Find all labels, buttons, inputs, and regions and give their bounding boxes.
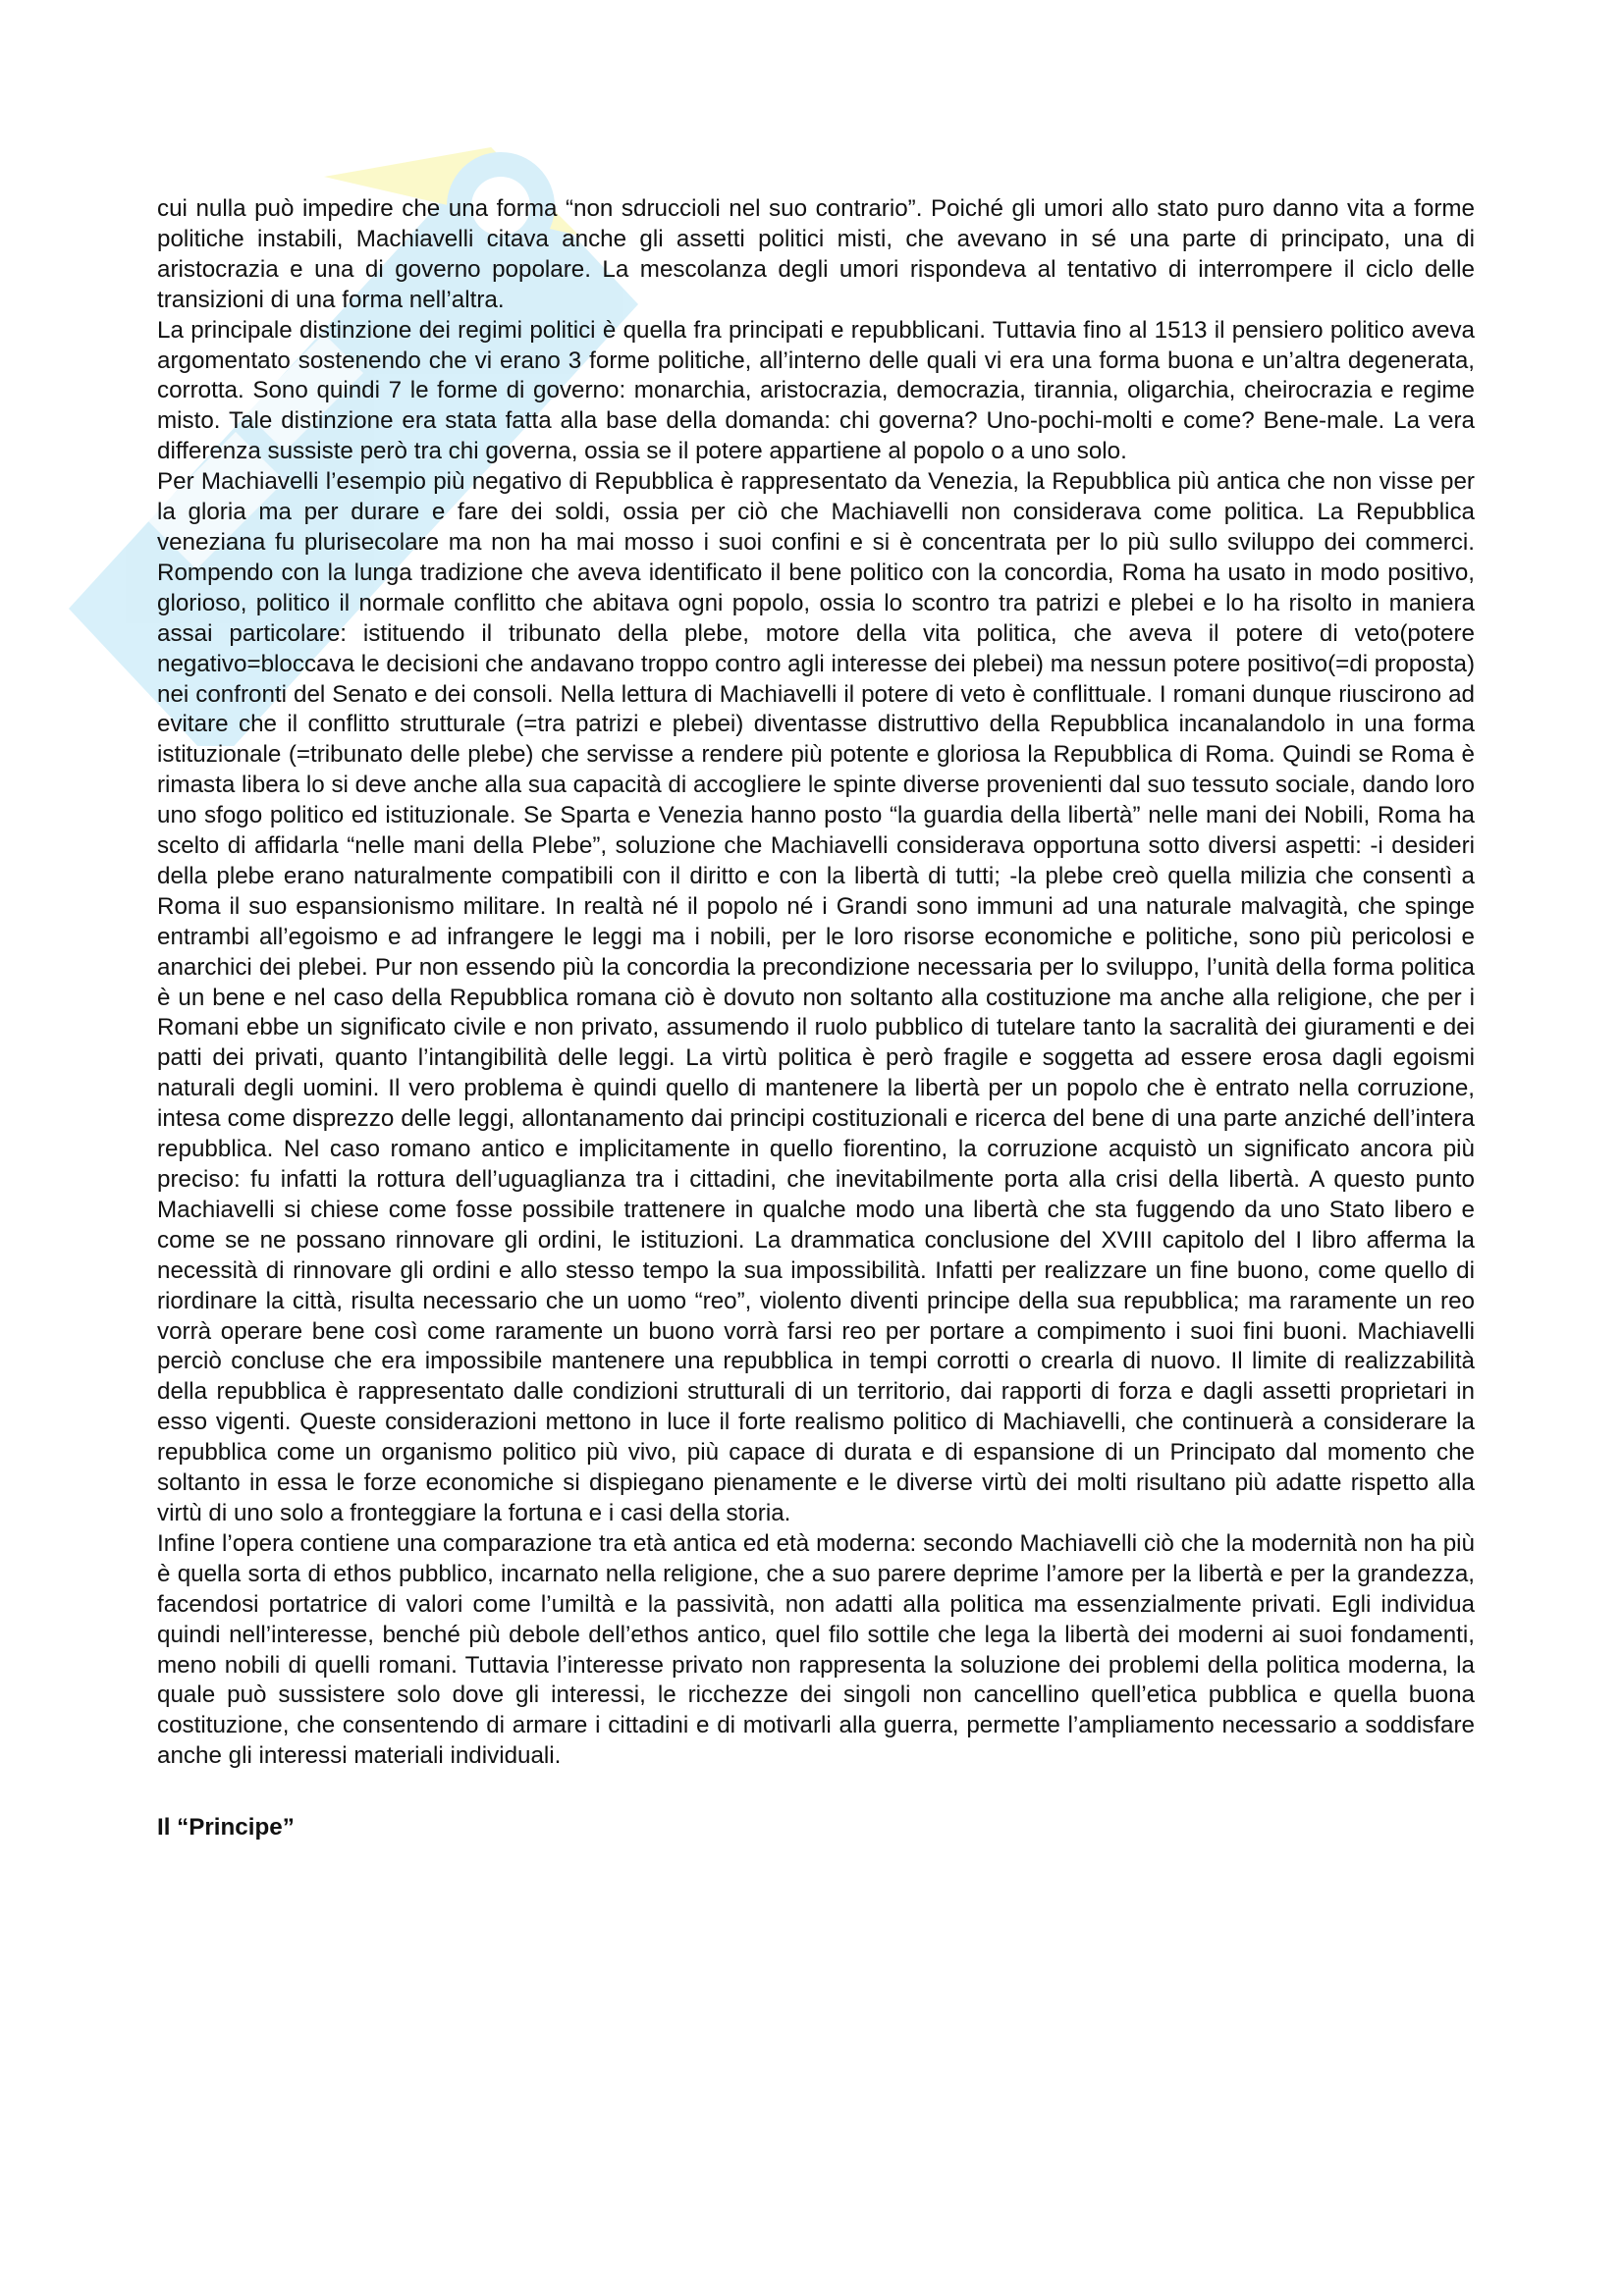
paragraph-3: Per Machiavelli l’esempio più negativo di Repubblica è rappresentato da Venezia, la Repubblica più antica che non visse per la gloria ma per durare e fare dei soldi, ossia per ciò che Machiavelli non considerava come politica. La Repubblica veneziana fu plurisecolare ma non ha mai mosso i suoi confini e si è concentrata per lo più sullo sviluppo dei commerci. Rompendo con la lunga tradizione che aveva identificato il bene politico con la concordia, Roma ha usato in modo positivo, glorioso, politico il normale conflitto che abitava ogni popolo, ossia lo scontro tra patrizi e plebei e lo ha risolto in maniera assai particolare: istituendo il tribunato della plebe, motore della vita politica, che aveva il potere di veto(potere negativo=bloccava le decisioni che andavano troppo contro agli interesse dei plebei) ma nessun potere positivo(=di proposta) nei confronti del Senato e dei consoli. Nella lettura di Machiavelli il potere di veto è conflittuale. I romani dunque riuscirono ad evitare che il conflitto strutturale (=tra patrizi e plebei) diventasse distruttivo della Repubblica incanalandolo in una forma istituzionale (=tribunato delle plebe) che servisse a rendere più potente e gloriosa la Repubblica di Roma. Quindi se Roma è rimasta libera lo si deve anche alla sua capacità di accogliere le spinte diverse provenienti dal suo tessuto sociale, dando loro uno sfogo politico ed istituzionale. Se Sparta e Venezia hanno posto “la guardia della libertà” nelle mani dei Nobili, Roma ha scelto di affidarla “nelle mani della Plebe”, soluzione che Machiavelli considerava opportuna sotto diversi aspetti: -i desideri della plebe erano naturalmente compatibili con il diritto e con la libertà di tutti; -la plebe creò quella milizia che consentì a Roma il suo espansionismo militare. In realtà né il popolo né i Grandi sono immuni ad una naturale malvagità, che spinge entrambi all’egoismo e ad infrangere le leggi ma i nobili, per le loro risorse economiche e politiche, sono più pericolosi e anarchici dei plebei. Pur non essendo più la concordia la precondizione necessaria per lo sviluppo, l’unità della forma politica è un bene e nel caso della Repubblica romana ciò è dovuto non soltanto alla costituzione ma anche alla religione, che per i Romani ebbe un significato civile e non privato, assumendo il ruolo pubblico di tutelare tanto la sacralità dei giuramenti e dei patti dei privati, quanto l’intangibilità delle leggi. La virtù politica è però fragile e soggetta ad essere erosa dagli egoismi naturali degli uomini. Il vero problema è quindi quello di mantenere la libertà per un popolo che è entrato nella corruzione, intesa come disprezzo delle leggi, allontanamento dai principi costituzionali e ricerca del bene di una parte anziché dell’intera repubblica. Nel caso romano antico e implicitamente in quello fiorentino, la corruzione acquistò un significato ancora più preciso: fu infatti la rottura dell’uguaglianza tra i cittadini, che inevitabilmente porta alla crisi della libertà. A questo punto Machiavelli si chiese come fosse possibile trattenere in qualche modo una libertà che sta fuggendo da uno Stato libero e come se ne possano rinnovare gli ordini, le istituzioni. La drammatica conclusione del XVIII capitolo del I libro afferma la necessità di rinnovare gli ordini e allo stesso tempo la sua impossibilità. Infatti per realizzare un fine buono, come quello di riordinare la città, risulta necessario che un uomo “reo”, violento diventi principe della sua repubblica; ma raramente un reo vorrà operare bene così come raramente un buono vorrà farsi reo per portare a compimento i suoi fini buoni. Machiavelli perciò concluse che era impossibile mantenere una repubblica in tempi corrotti o crearla di nuovo. Il limite di realizzabilità della repubblica è rappresentato dalle condizioni strutturali di un territorio, dai rapporti di forza e dagli assetti proprietari in esso vigenti. Queste considerazioni mettono in luce il forte realismo politico di Machiavelli, che continuerà a considerare la repubblica come un organismo politico più vivo, più capace di durata e di espansione di un Principato dal momento che soltanto in essa le forze economiche si dispiegano pienamente e le diverse virtù dei molti risultano più adatte rispetto alla virtù di uno solo a fronteggiare la fortuna e i casi della storia. — [157, 468, 1475, 1526]
section-heading: Il “Principe” — [157, 1814, 295, 1842]
paragraph-4: Infine l’opera contiene una comparazione tra età antica ed età moderna: secondo Machiavelli ciò che la modernità non ha più è quella sorta di ethos pubblico, incarnato nella religione, che a suo parere deprime l’amore per la libertà e per la grandezza, facendosi portatrice di valori come l’umiltà e la passività, non adatti alla politica ma essenzialmente privati. Egli individua quindi nell’interesse, benché più debole dell’ethos antico, quel filo sottile che lega la libertà dei moderni ai suoi fondamenti, meno nobili di quelli romani. Tuttavia l’interesse privato non rappresenta la soluzione dei problemi della politica moderna, la quale può sussistere solo dove gli interessi, le ricchezze dei singoli non cancellino quell’etica pubblica e quella buona costituzione, che consentendo di armare i cittadini e di motivarli alla guerra, permette l’ampliamento necessario a soddisfare anche gli interessi materiali individuali. — [157, 1529, 1475, 1770]
paragraph-2: La principale distinzione dei regimi politici è quella fra principati e repubblicani. Tuttavia fino al 1513 il pensiero politico aveva argomentato sostenendo che vi erano 3 forme politiche, all’interno delle quali vi era una forma buona e un’altra degenerata, corrotta. Sono quindi 7 le forme di governo: monarchia, aristocrazia, democrazia, tirannia, oligarchia, cheirocrazia e regime misto. Tale distinzione era stata fatta alla base della domanda: chi governa? Uno-pochi-molti e come? Bene-male. La vera differenza sussiste però tra chi governa, ossia se il potere appartiene al popolo o a uno solo. — [157, 316, 1475, 465]
document-body — [157, 194, 1475, 1843]
paragraph-1: cui nulla può impedire che una forma “non sdruccioli nel suo contrario”. Poiché gli umori allo stato puro danno vita a forme politiche instabili, Machiavelli citava anche gli assetti politici misti, che avevano in sé una parte di principato, una di aristocrazia e una di governo popolare. La mescolanza degli umori rispondeva al tentativo di interrompere il ciclo delle transizioni di una forma nell’altra. — [157, 195, 1475, 313]
